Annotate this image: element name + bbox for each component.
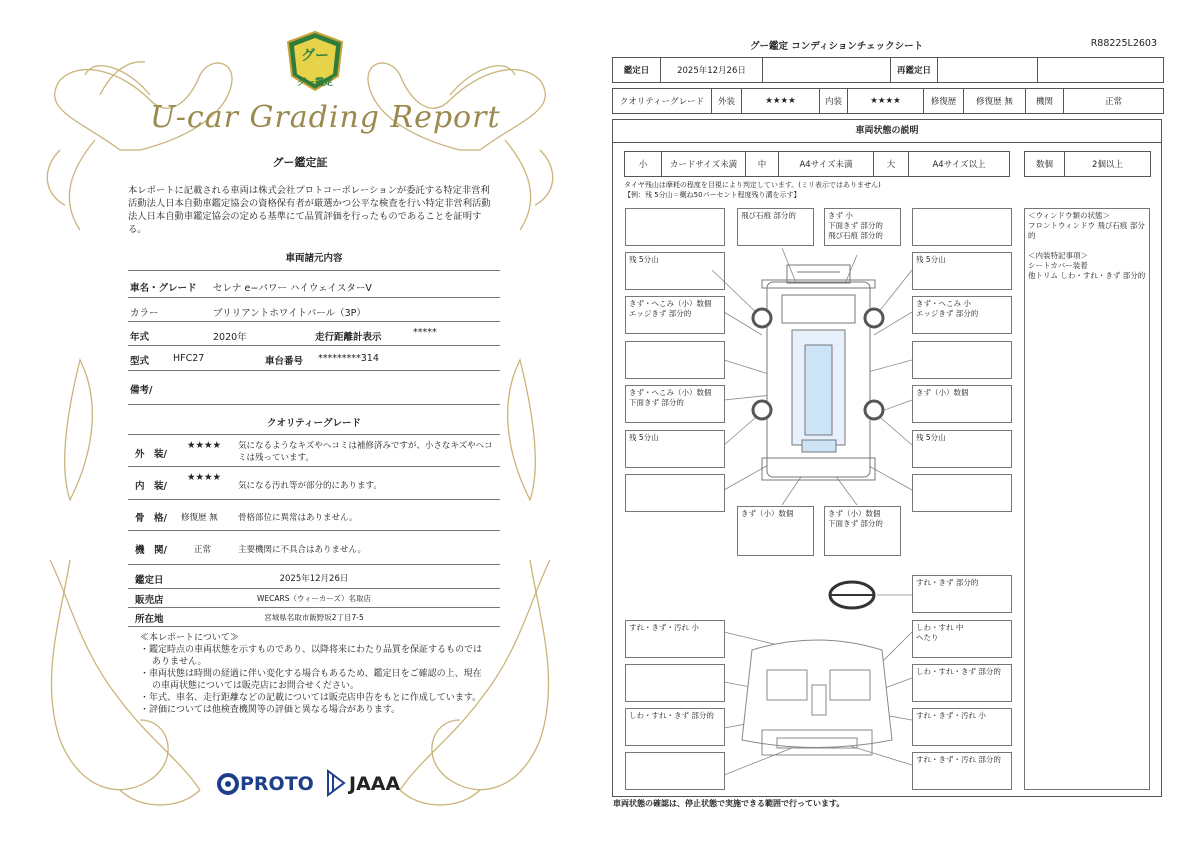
engine-value: 正常: [1104, 97, 1122, 107]
vehicle-state-title: 車両状態の説明: [612, 119, 1162, 143]
model-value: HFC27: [173, 353, 205, 364]
condition-box-rear-seat: すれ・きず・汚れ 部分的: [912, 752, 1012, 790]
condition-box-console: すれ・きず・汚れ 小: [912, 708, 1012, 746]
note-item: ・車両状態は時間の経過に伴い変化する場合もあるため、鑑定日をご確認の上、現在の車両状態については販売店にお問合せください。: [140, 669, 482, 691]
date-label: 鑑定日: [613, 58, 661, 82]
notes-title: ≪本レポートについて≫: [140, 633, 239, 643]
color-value: ブリリアントホワイトパール（3P）: [213, 308, 366, 319]
report-notes: [140, 632, 490, 716]
count-desc: 2個以上: [1092, 160, 1123, 170]
car-name-value: セレナ e−パワー ハイウェイスターV: [213, 283, 372, 294]
remarks-label: 備考/: [130, 385, 153, 396]
dealer-label: 販売店: [135, 595, 164, 606]
condition-box-tire-front-left: 残 5分山: [625, 252, 725, 290]
condition-box: [625, 341, 725, 379]
engine-value: 正常: [194, 545, 212, 555]
car-name-label: 車名・グレード: [130, 283, 197, 294]
sheet-footer-note: 車両状態の確認は、停止状態で実施できる範囲で行っています。: [613, 799, 845, 808]
engine-label: 機関: [1026, 89, 1064, 113]
dealer-value: WECARS（ウィーカーズ）名取店: [256, 594, 372, 603]
date-value: 2025年12月26日: [661, 58, 763, 82]
spec-section-title: 車両諸元内容: [285, 253, 343, 264]
divider: [128, 530, 500, 531]
address-value: 宮城県名取市飯野坂2丁目7-5: [264, 613, 364, 622]
condition-box-tire-rear-left: 残 5分山: [625, 430, 725, 468]
tire-example: 【例：残 5分山＝概ね50パーセント程度残り溝を示す】: [624, 191, 801, 199]
chassis-value: *********314: [318, 353, 379, 364]
frame-value: 修復歴 無: [181, 513, 218, 523]
divider: [128, 321, 500, 322]
appraisal-date-value: 2025年12月26日: [279, 574, 349, 584]
condition-box: [625, 208, 725, 246]
exterior-stars: ★★★★: [742, 89, 820, 113]
divider: [128, 297, 500, 298]
jaaa-logo-icon: [326, 769, 346, 797]
exterior-stars: ★★★★: [187, 440, 222, 451]
interior-label: 内 装/: [135, 481, 167, 492]
divider: [128, 370, 500, 371]
steering-wheel-icon: [830, 582, 874, 608]
exterior-label: 外装: [712, 89, 742, 113]
engine-description: 主要機関に不具合はありません。: [238, 545, 367, 555]
engine-label: 機 関/: [135, 545, 167, 556]
divider: [128, 270, 500, 271]
blank-cell: [763, 58, 891, 82]
tire-note: タイヤ残山は摩耗の程度を目視により判定しています。(ミリ表示ではありません): [624, 181, 881, 189]
divider: [128, 588, 500, 589]
condition-box: [912, 474, 1012, 512]
interior-description: 気になる汚れ等が部分的にあります。: [238, 481, 382, 491]
condition-box-tire-front-right: 残 5分山: [912, 252, 1012, 290]
appraisal-date-label: 鑑定日: [135, 575, 164, 586]
sheet-title: グー鑑定 コンディションチェックシート: [750, 41, 924, 52]
size-small-desc: カードサイズ未満: [662, 152, 746, 176]
condition-box-rear-bumper: きず（小）数個 下面きず 部分的: [824, 506, 901, 556]
certificate-body: 本レポートに記載される車両は株式会社プロトコーポレーションが委託する特定非営利活動法人日本自動車鑑定協会の資格保有者が厳選かつ公平な検査を行い特定非営利活動法人日本自動車鑑定協会の定める基準にて品質評価を行ったものであることを証明する。: [128, 185, 491, 235]
condition-box: [912, 341, 1012, 379]
note-item: ・鑑定時点の車両状態を示すものであり、以降将来にわたり品質を保証するものではありません。: [140, 645, 483, 667]
condition-box-door-trim: しわ・すれ・きず 部分的: [912, 664, 1012, 702]
count-legend-row: [1024, 151, 1151, 177]
condition-box-steering: すれ・きず 部分的: [912, 575, 1012, 613]
jaaa-brand-text: JAAA: [349, 773, 401, 795]
condition-box-front-center: 飛び石痕 部分的: [737, 208, 814, 246]
condition-box-tire-rear-right: 残 5分山: [912, 430, 1012, 468]
divider: [128, 404, 500, 405]
size-large-desc: A4サイズ以上: [932, 160, 986, 170]
divider: [128, 607, 500, 608]
interior-label: 内装: [820, 89, 848, 113]
condition-box: [912, 208, 1012, 246]
count-label: 数個: [1025, 152, 1065, 176]
year-label: 年式: [130, 332, 150, 343]
condition-box: [625, 664, 725, 702]
interior-stars: ★★★★: [848, 89, 924, 113]
certificate-title: グー鑑定証: [272, 156, 328, 169]
condition-box-front-bumper: きず 小 下面きず 部分的 飛び石痕 部分的: [824, 208, 901, 246]
proto-logo-icon: [216, 772, 240, 796]
size-medium-desc: A4サイズ未満: [779, 152, 874, 176]
condition-box: [625, 752, 725, 790]
svg-text:グー: グー: [301, 48, 329, 64]
condition-box-rear-left: きず・へこみ（小）数個 下面きず 部分的: [625, 385, 725, 423]
blank-cell: [1038, 58, 1163, 82]
condition-box-rear-right: きず（小）数個: [912, 385, 1012, 423]
reappraisal-label: 再鑑定日: [891, 58, 938, 82]
note-item: ・年式、車名、走行距離などの記載については販売店申告をもとに作成しています。: [140, 693, 482, 703]
divider: [128, 499, 500, 500]
blank-cell: [938, 58, 1038, 82]
special-notes-box: ＜ウィンドウ類の状態＞ フロントウィンドウ 飛び石痕 部分的 ＜内装特記事項＞ シートカバー装着 他トリム しわ・すれ・きず 部分的: [1024, 208, 1150, 790]
size-medium: 中: [746, 152, 779, 176]
appraisal-date-row: [612, 57, 1164, 83]
repair-history-value: 修復歴 無: [964, 89, 1026, 113]
mileage-value: *****: [413, 327, 437, 338]
size-small: 小: [625, 152, 662, 176]
quality-grade-label: クオリティーグレード: [613, 89, 712, 113]
exterior-label: 外 装/: [135, 449, 167, 460]
car-top-view-icon: [762, 265, 875, 480]
divider: [128, 626, 500, 627]
car-interior-view-icon: [742, 640, 892, 755]
model-label: 型式: [130, 356, 150, 367]
divider: [128, 466, 500, 467]
chassis-label: 車台番号: [265, 356, 304, 367]
proto-brand-text: PROTO: [240, 773, 314, 795]
year-value: 2020年: [213, 332, 247, 343]
quality-section-title: クオリティーグレード: [266, 418, 362, 429]
interior-stars: ★★★★: [187, 472, 222, 483]
condition-box-front-right: きず・へこみ 小 エッジきず 部分的: [912, 296, 1012, 334]
size-legend-row: [624, 151, 1010, 177]
condition-box-passenger-seat: しわ・すれ・きず 部分的: [625, 708, 725, 746]
frame-label: 骨 格/: [135, 513, 167, 524]
mileage-label: 走行距離計表示: [315, 332, 382, 343]
condition-box-rear-center: きず（小）数個: [737, 506, 814, 556]
document-number: R88225L2603: [1090, 38, 1157, 49]
quality-grade-row: [612, 88, 1164, 114]
badge-label: グー鑑定: [296, 78, 333, 88]
repair-history-label: 修復歴: [924, 89, 964, 113]
size-large: 大: [874, 152, 909, 176]
divider: [128, 345, 500, 346]
frame-description: 骨格部位に異常はありません。: [238, 513, 358, 523]
exterior-description: 気になるようなキズやヘコミは補修済みですが、小さなキズやヘコミは残っています。: [238, 441, 493, 463]
condition-box-interior-front: すれ・きず・汚れ 小: [625, 620, 725, 658]
color-label: カラー: [130, 308, 159, 319]
divider: [128, 564, 500, 565]
report-script-title: U-car Grading Report: [150, 100, 501, 135]
condition-box-driver-seat: しわ・すれ 中 へたり: [912, 620, 1012, 658]
address-label: 所在地: [135, 614, 164, 625]
condition-box-front-left: きず・へこみ（小）数個 エッジきず 部分的: [625, 296, 725, 334]
condition-box: [625, 474, 725, 512]
divider: [128, 434, 500, 435]
note-item: ・評価については他検査機関等の評価と異なる場合があります。: [140, 705, 401, 715]
